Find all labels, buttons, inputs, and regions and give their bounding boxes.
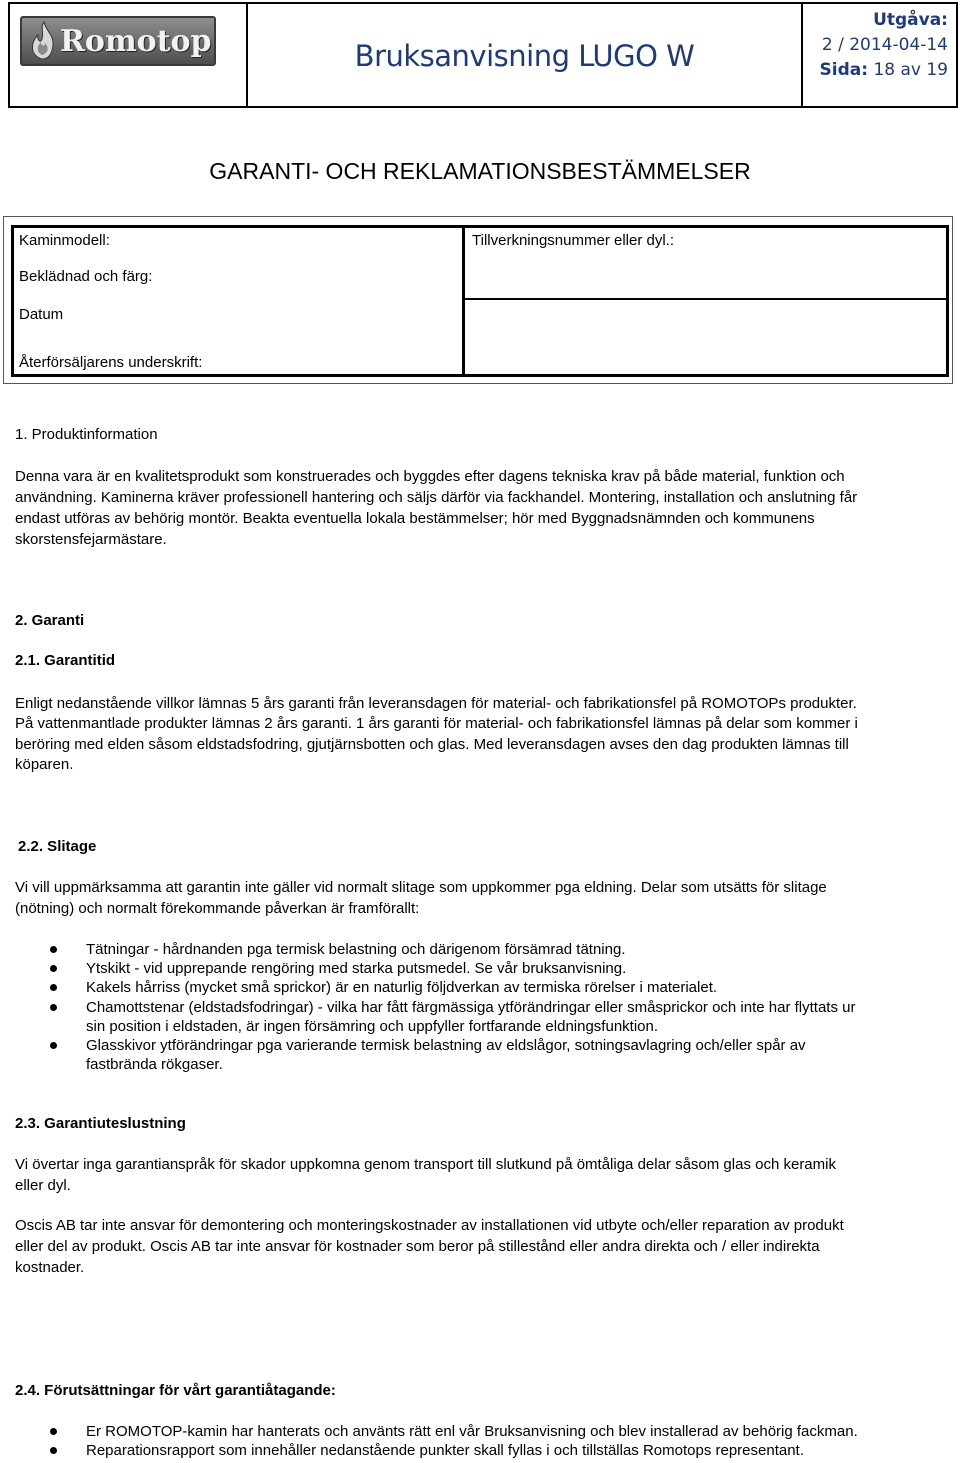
bullet-icon: [50, 946, 57, 953]
page-value: 18 av 19: [873, 60, 948, 80]
paragraph-line: eller dyl.: [15, 1177, 71, 1194]
cladding-label: Beklädnad och färg:: [19, 268, 153, 285]
section-2-heading: 2. Garanti: [15, 612, 85, 629]
paragraph-line: Vi vill uppmärksamma att garantin inte gäller vid normalt slitage som uppkommer pga eldning. Delar som utsätts för slitage: [15, 879, 827, 896]
paragraph-line: användning. Kaminerna kräver professionell hantering och säljs därför via fackhandel. Montering, installation och anslutning får: [15, 489, 858, 506]
list-item: Chamottstenar (eldstadsfodringar) - vilka har fått färgmässiga ytförändringar eller småsprickor och inte har flyttats ur: [86, 999, 856, 1016]
form-row-divider: [462, 298, 946, 300]
list-item: Ytskikt - vid upprepande rengöring med starka putsmedel. Se vår bruksanvisning.: [86, 960, 627, 977]
list-item: Er ROMOTOP-kamin har hanterats och använts rätt enl vår Bruksanvisning och blev installerad av behörig fackman.: [86, 1423, 858, 1440]
document-title: Bruksanvisning LUGO W: [354, 39, 695, 73]
subsection-2-2-heading: 2.2. Slitage: [18, 838, 97, 855]
document-title-cell: [248, 4, 803, 106]
warranty-form-frame: [3, 216, 953, 384]
list-item-continuation: fastbrända rökgaser.: [86, 1056, 223, 1073]
signature-label: Återförsäljarens underskrift:: [19, 354, 203, 371]
bullet-icon: [50, 1042, 57, 1049]
paragraph-line: köparen.: [15, 756, 74, 773]
bullet-icon: [50, 1428, 57, 1435]
paragraph-line: endast utföras av behörig montör. Beakta eventuella lokala bestämmelser; hör med Byggnadsnämnden och kommunens: [15, 510, 815, 527]
paragraph-line: Enligt nedanstående villkor lämnas 5 års garanti från leveransdagen för material- och fabrikationsfel på ROMOTOPs produkter.: [15, 695, 857, 712]
warranty-form: [11, 225, 949, 377]
list-item: Glasskivor ytförändringar pga varierande termisk belastning av eldslågor, sotningsavlagring och/eller spår av: [86, 1037, 806, 1054]
page-label: Sida:: [819, 60, 869, 80]
paragraph-line: skorstensfejarmästare.: [15, 531, 167, 548]
flame-mark-icon: [24, 19, 60, 63]
page-title: GARANTI- OCH REKLAMATIONSBESTÄMMELSER: [209, 158, 751, 184]
form-column-divider: [462, 228, 465, 374]
model-label: Kaminmodell:: [19, 232, 110, 249]
subsection-2-3-heading: 2.3. Garantiuteslustning: [15, 1115, 186, 1132]
list-item: Reparationsrapport som innehåller nedanstående punkter skall fyllas i och tillställas Romotops representant.: [86, 1442, 804, 1459]
paragraph-line: eller del av produkt. Oscis AB tar inte ansvar för kostnader som beror på stillestånd eller andra direkta och / eller indirekta: [15, 1238, 820, 1255]
edition-label: Utgåva:: [873, 10, 948, 30]
subsection-2-1-heading: 2.1. Garantitid: [15, 652, 116, 669]
paragraph-line: Denna vara är en kvalitetsprodukt som konstruerades och byggdes efter dagens tekniska krav på både material, funktion och: [15, 468, 845, 485]
paragraph-line: På vattenmantlade produkter lämnas 2 års garanti. 1 års garanti för material- och fabrikationsfel lämnas på delar som kommer i: [15, 715, 858, 732]
list-item: Tätningar - hårdnanden pga termisk belastning och därigenom försämrad tätning.: [86, 941, 626, 958]
bullet-icon: [50, 965, 57, 972]
list-item-continuation: sin position i eldstaden, är ingen försämring och uppfyller fortfarande eldningsfunktion.: [86, 1018, 659, 1035]
subsection-2-4-heading: 2.4. Förutsättningar för vårt garantiåtagande:: [15, 1382, 336, 1399]
page-header: [8, 2, 958, 108]
paragraph-line: (nötning) och normalt förekommande påverkan är framförallt:: [15, 900, 420, 917]
logo-cell: [10, 4, 248, 106]
paragraph-line: Vi övertar inga garantianspråk för skador uppkomna genom transport till slutkund på ömtåliga delar såsom glas och keramik: [15, 1156, 836, 1173]
edition-value: 2 / 2014-04-14: [821, 35, 948, 55]
serial-label: Tillverkningsnummer eller dyl.:: [472, 232, 675, 249]
bullet-icon: [50, 1447, 57, 1454]
paragraph-line: Oscis AB tar inte ansvar för demontering och monteringskostnader av installationen vid utbyte och/eller reparation av produkt: [15, 1217, 844, 1234]
list-item: Kakels hårriss (mycket små sprickor) är en naturlig följdverkan av termiska rörelser i materialet.: [86, 979, 718, 996]
bullet-icon: [50, 984, 57, 991]
section-1-heading: 1. Produktinformation: [15, 426, 158, 443]
romotop-logo: Romotop: [20, 16, 216, 66]
paragraph-line: kostnader.: [15, 1259, 85, 1276]
date-label: Datum: [19, 306, 64, 323]
bullet-icon: [50, 1004, 57, 1011]
edition-info: [803, 4, 956, 106]
paragraph-line: beröring med elden såsom eldstadsfodring, gjutjärnsbotten och glas. Med leveransdagen avses den dag produkten lämnas till: [15, 736, 849, 753]
